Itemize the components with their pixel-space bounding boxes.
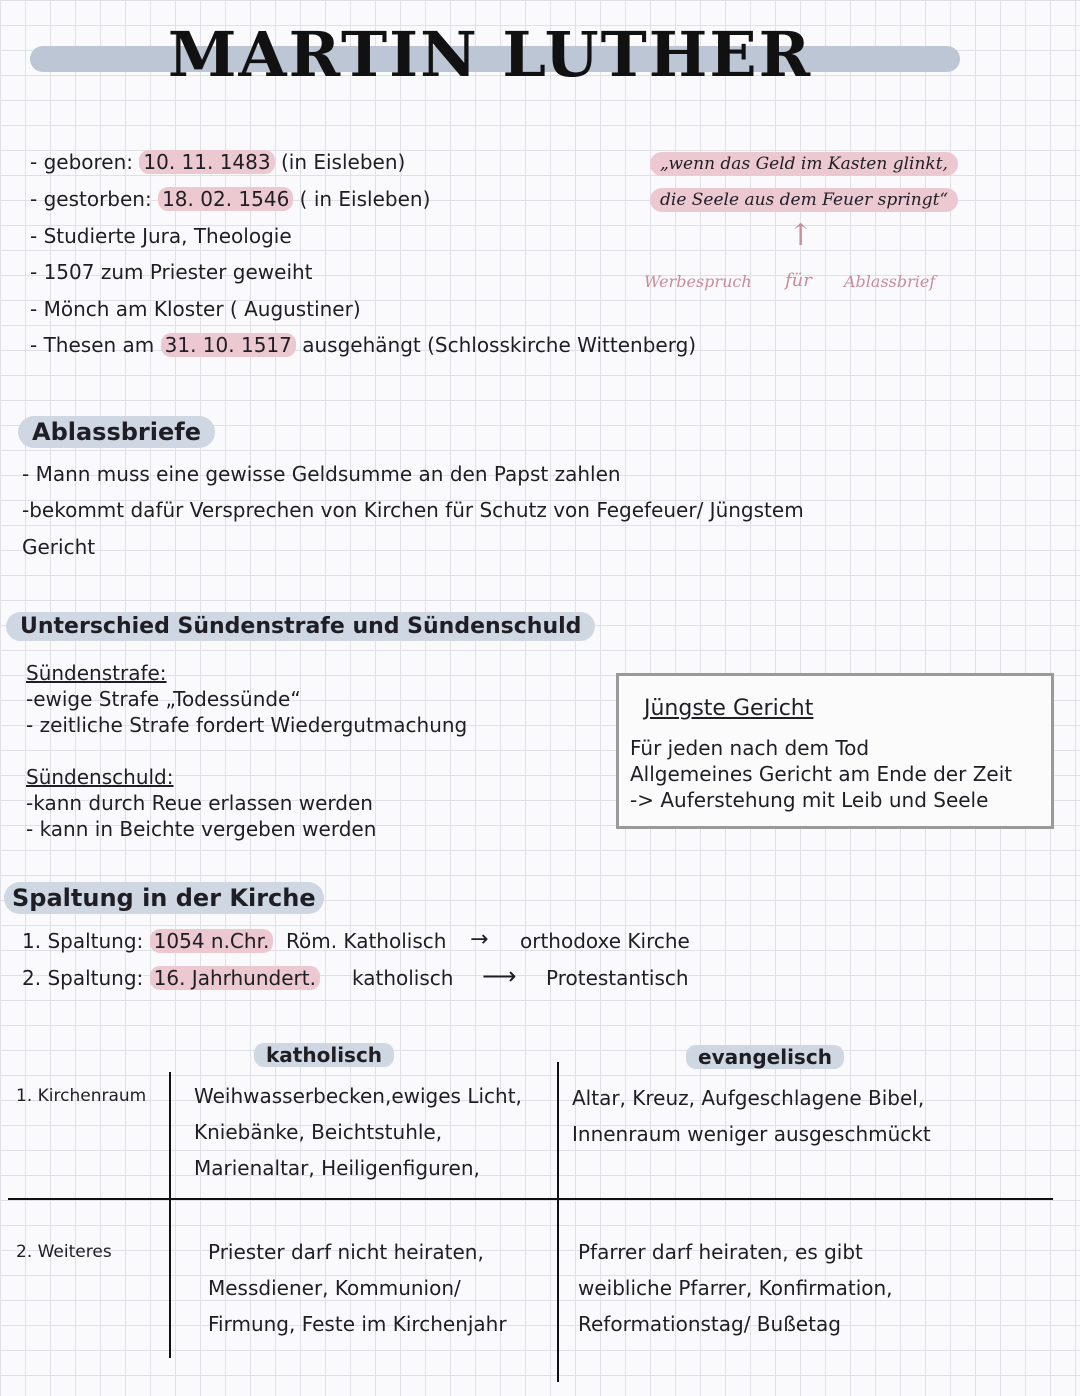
schuld-title: Sündenschuld: [26,765,174,789]
strafe-line-2: - zeitliche Strafe fordert Wiedergutmachung [26,713,468,737]
quote-note-fuer: für [785,270,812,291]
table-row-divider [8,1198,1053,1200]
bio-monk: - Mönch am Kloster ( Augustiner) [30,297,361,321]
strafe-title: Sündenstrafe: [26,661,167,685]
died-place: ( in Eisleben) [299,187,431,211]
quote-note-ablassbrief: Ablassbrief [844,272,936,291]
born-label: - geboren: [30,150,134,174]
arrow-right-icon: → [470,927,489,952]
ablass-line-2: -bekommt dafür Versprechen von Kirchen für Schutz von Fegefeuer/ Jüngstem [22,498,804,522]
quote-line-2: die Seele aus dem Feuer springt“ [650,190,958,210]
spaltung-2 [22,966,320,990]
schuld-line-2: - kann in Beichte vergeben werden [26,817,377,841]
table-divider-middle [557,1062,559,1382]
born-date: 10. 11. 1483 [139,150,274,174]
died-date: 18. 02. 1546 [158,187,293,211]
s1-to: orthodoxe Kirche [520,929,690,953]
spaltung-1 [22,929,273,953]
theses-label: - Thesen am [30,333,155,357]
bio-studied: - Studierte Jura, Theologie [30,224,292,248]
theses-date: 31. 10. 1517 [161,333,296,357]
bio-theses [30,333,696,357]
died-label: - gestorben: [30,187,152,211]
bio-died [30,187,430,211]
bio-priest: - 1507 zum Priester geweiht [30,260,313,284]
schuld-line-1: -kann durch Reue erlassen werden [26,791,373,815]
ablass-line-3: Gericht [22,535,96,559]
s2-date: 16. Jahrhundert. [150,966,320,990]
row1-label: 1. Kirchenraum [16,1086,147,1106]
quote-note-werbespruch: Werbespruch [644,272,752,291]
row1-katholisch: Weihwasserbecken,ewiges Licht, Kniebänke, Beichtstuhle, Marienaltar, Heiligenfiguren, [194,1084,522,1180]
s1-from: Röm. Katholisch [286,929,447,953]
row1-evangelisch: Altar, Kreuz, Aufgeschlagene Bibel, Innenraum weniger ausgeschmückt [572,1086,931,1146]
box-title: Jüngste Gericht [644,696,814,721]
row2-katholisch: Priester darf nicht heiraten, Messdiener, Kommunion/ Firmung, Feste im Kirchenjahr [208,1240,507,1336]
row2-evangelisch: Pfarrer darf heiraten, es gibt weibliche Pfarrer, Konfirmation, Reformationstag/ Bußetag [578,1240,893,1336]
long-arrow-right-icon: ⟶ [482,962,517,990]
s1-label: 1. Spaltung: [22,929,144,953]
table-divider-left [169,1072,171,1358]
box-line-2: Allgemeines Gericht am Ende der Zeit [630,762,1013,786]
s1-date: 1054 n.Chr. [150,929,274,953]
col-header-katholisch: katholisch [254,1043,394,1067]
strafe-line-1: -ewige Strafe „Todessünde“ [26,687,301,711]
s2-label: 2. Spaltung: [22,966,144,990]
unterschied-heading: Unterschied Sündenstrafe und Sündenschuld [6,614,595,639]
up-arrow-icon: ↑ [788,218,814,253]
col-header-evangelisch: evangelisch [686,1045,844,1069]
quote-line-1: „wenn das Geld im Kasten glinkt, [650,154,958,174]
row2-label: 2. Weiteres [16,1242,112,1262]
bio-born [30,150,405,174]
box-line-1: Für jeden nach dem Tod [630,736,870,760]
page-title: MARTIN LUTHER [167,18,813,91]
s2-from: katholisch [352,966,454,990]
ablass-heading: Ablassbriefe [18,418,215,446]
ablass-line-1: - Mann muss eine gewisse Geldsumme an den Papst zahlen [22,462,621,486]
box-line-3: -> Auferstehung mit Leib und Seele [630,788,989,812]
spaltung-heading: Spaltung in der Kirche [4,884,324,912]
theses-rest: ausgehängt (Schlosskirche Wittenberg) [302,333,697,357]
born-place: (in Eisleben) [280,150,406,174]
s2-to: Protestantisch [546,966,689,990]
